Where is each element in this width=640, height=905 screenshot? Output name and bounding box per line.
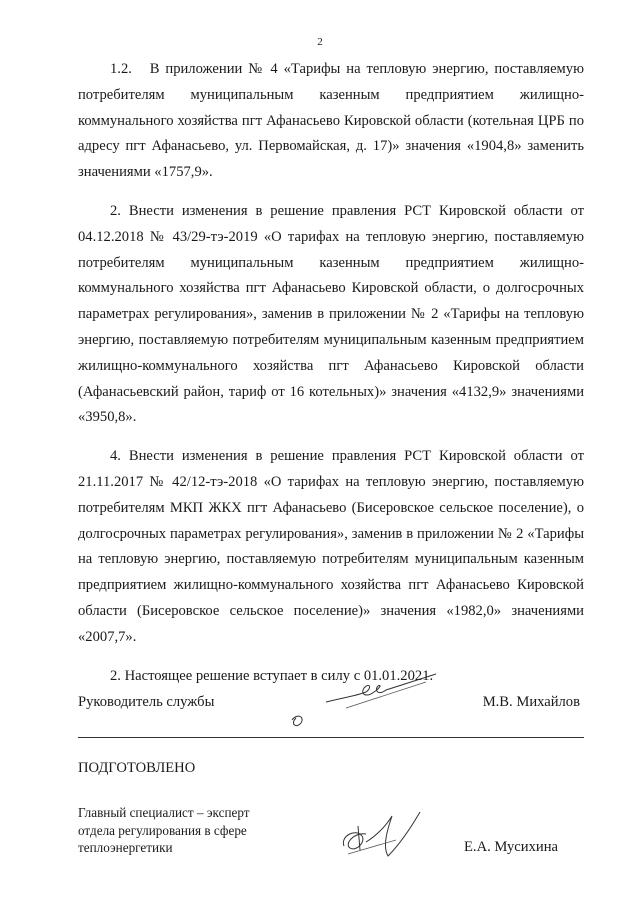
signature-mikhailov-image xyxy=(286,668,446,728)
paragraph-1-2: 1.2. В приложении № 4 «Тарифы на тепловую энергию, поставляемую потребителям муниципальным казенным предприятием жилищно-коммунального хозяйства пгт Афанасьево Кировской области (котельная ЦРБ по адресу пгт Афанасьево, ул. Первомайская, д. 17)» значения «1904,8» заменить значениями «1757,9». xyxy=(78,61,584,181)
paragraph-2: 2. Внести изменения в решение правления РСТ Кировской области от 04.12.2018 № 43/29-тэ-2019 «О тарифах на тепловую энергию, поставляемую потребителям муниципальным казенным предприятием жилищно-коммунального хозяйства пгт Афанасьево Кировской области, о долгосрочных параметрах регулирования», заменив в приложении № 2 «Тарифы на тепловую энергию, поставляемую потребителям муниципальным казенным предприятием жилищно-коммунального хозяйства пгт Афанасьево Кировской области (Афанасьевский район, тариф от 16 котельных)» значения «4132,9» значениями «3950,8». xyxy=(78,202,584,426)
preparer-position-line: теплоэнергетики xyxy=(78,840,173,855)
preparer-position xyxy=(78,804,250,857)
document-body xyxy=(78,57,584,702)
paragraph-effective-date: 2. Настоящее решение вступает в силу с 01.01.2021. xyxy=(110,667,434,684)
preparer-position-line: Главный специалист – эксперт xyxy=(78,805,250,820)
preparer-name: Е.А. Мусихина xyxy=(464,839,558,855)
signature-musikhina-image xyxy=(336,806,436,866)
signatory-position: Руководитель службы xyxy=(78,694,215,710)
prepared-heading: ПОДГОТОВЛЕНО xyxy=(78,760,196,776)
paragraph-4: 4. Внести изменения в решение правления РСТ Кировской области от 21.11.2017 № 42/12-тэ-2018 «О тарифах на тепловую энергию, поставляемую потребителям МКП ЖКХ пгт Афанасьево (Бисеровское сельское поселение), о долгосрочных параметрах регулирования», заменив в приложении № 2 «Тарифы на тепловую энергию, поставляемую потребителям муниципальным казенным предприятием жилищно-коммунального хозяйства пгт Афанасьево Кировской области (Бисеровское сельское поселение)» значения «1982,0» значениями «2007,7». xyxy=(78,448,584,645)
signatory-name: М.В. Михайлов xyxy=(482,694,580,710)
preparer-position-line: отдела регулирования в сфере xyxy=(78,822,247,838)
divider-line xyxy=(78,737,584,738)
page-number: 2 xyxy=(317,36,323,48)
